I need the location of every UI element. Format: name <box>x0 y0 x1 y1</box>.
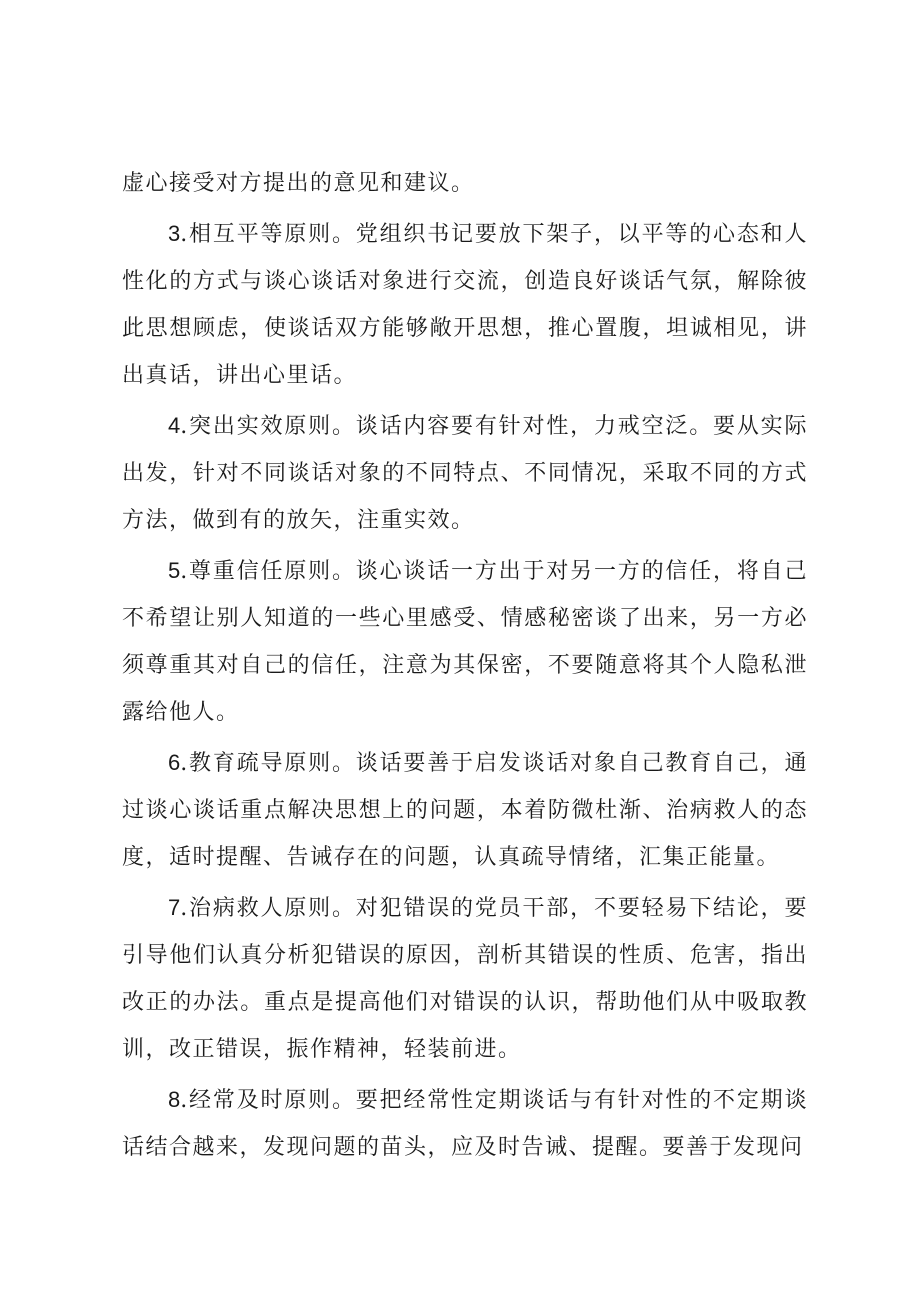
paragraph-text: .治病救人原则。对犯错误的党员干部，不要轻易下结论，要引导他们认真分析犯错误的原因，剖析其错误的性质、危害，指出改正的办法。重点是提高他们对错误的认识，帮助他们从中吸取教训，改正错误，振作精神，轻装前进。 <box>122 896 808 1062</box>
paragraph-number: 3 <box>168 221 181 246</box>
paragraph-principle-6 <box>122 739 808 881</box>
paragraph-principle-8 <box>122 1076 808 1171</box>
paragraph-text: 虚心接受对方提出的意见和建议。 <box>122 171 475 196</box>
paragraph-number: 4 <box>168 413 181 438</box>
paragraph-number: 8 <box>168 1087 181 1112</box>
paragraph-text: .相互平等原则。党组织书记要放下架子，以平等的心态和人性化的方式与谈心谈话对象进行交流，创造良好谈话气氛，解除彼此思想顾虑，使谈话双方能够敞开思想，推心置腹，坦诚相见，讲出真话，讲出心里话。 <box>122 222 808 388</box>
paragraph-number: 5 <box>168 558 181 583</box>
paragraph-text: .教育疏导原则。谈话要善于启发谈话对象自己教育自己，通过谈心谈话重点解决思想上的问题，本着防微杜渐、治病救人的态度，适时提醒、告诫存在的问题，认真疏导情绪，汇集正能量。 <box>122 751 808 870</box>
paragraph-number: 6 <box>168 750 181 775</box>
paragraph-principle-5 <box>122 547 808 736</box>
document-body <box>122 160 808 1174</box>
paragraph-principle-4 <box>122 402 808 544</box>
paragraph-text: .突出实效原则。谈话内容要有针对性，力戒空泛。要从实际出发，针对不同谈话对象的不同特点、不同情况，采取不同的方式方法，做到有的放矢，注重实效。 <box>122 414 808 533</box>
paragraph-text: .尊重信任原则。谈心谈话一方出于对另一方的信任，将自己不希望让别人知道的一些心里感受、情感秘密谈了出来，另一方必须尊重其对自己的信任，注意为其保密，不要随意将其个人隐私泄露给他人。 <box>122 559 808 725</box>
paragraph-principle-3 <box>122 210 808 399</box>
paragraph-principle-7 <box>122 884 808 1073</box>
paragraph-text: .经常及时原则。要把经常性定期谈话与有针对性的不定期谈话结合越来，发现问题的苗头，应及时告诫、提醒。要善于发现问 <box>122 1088 808 1160</box>
paragraph-continuation <box>122 160 808 207</box>
paragraph-number: 7 <box>168 895 181 920</box>
